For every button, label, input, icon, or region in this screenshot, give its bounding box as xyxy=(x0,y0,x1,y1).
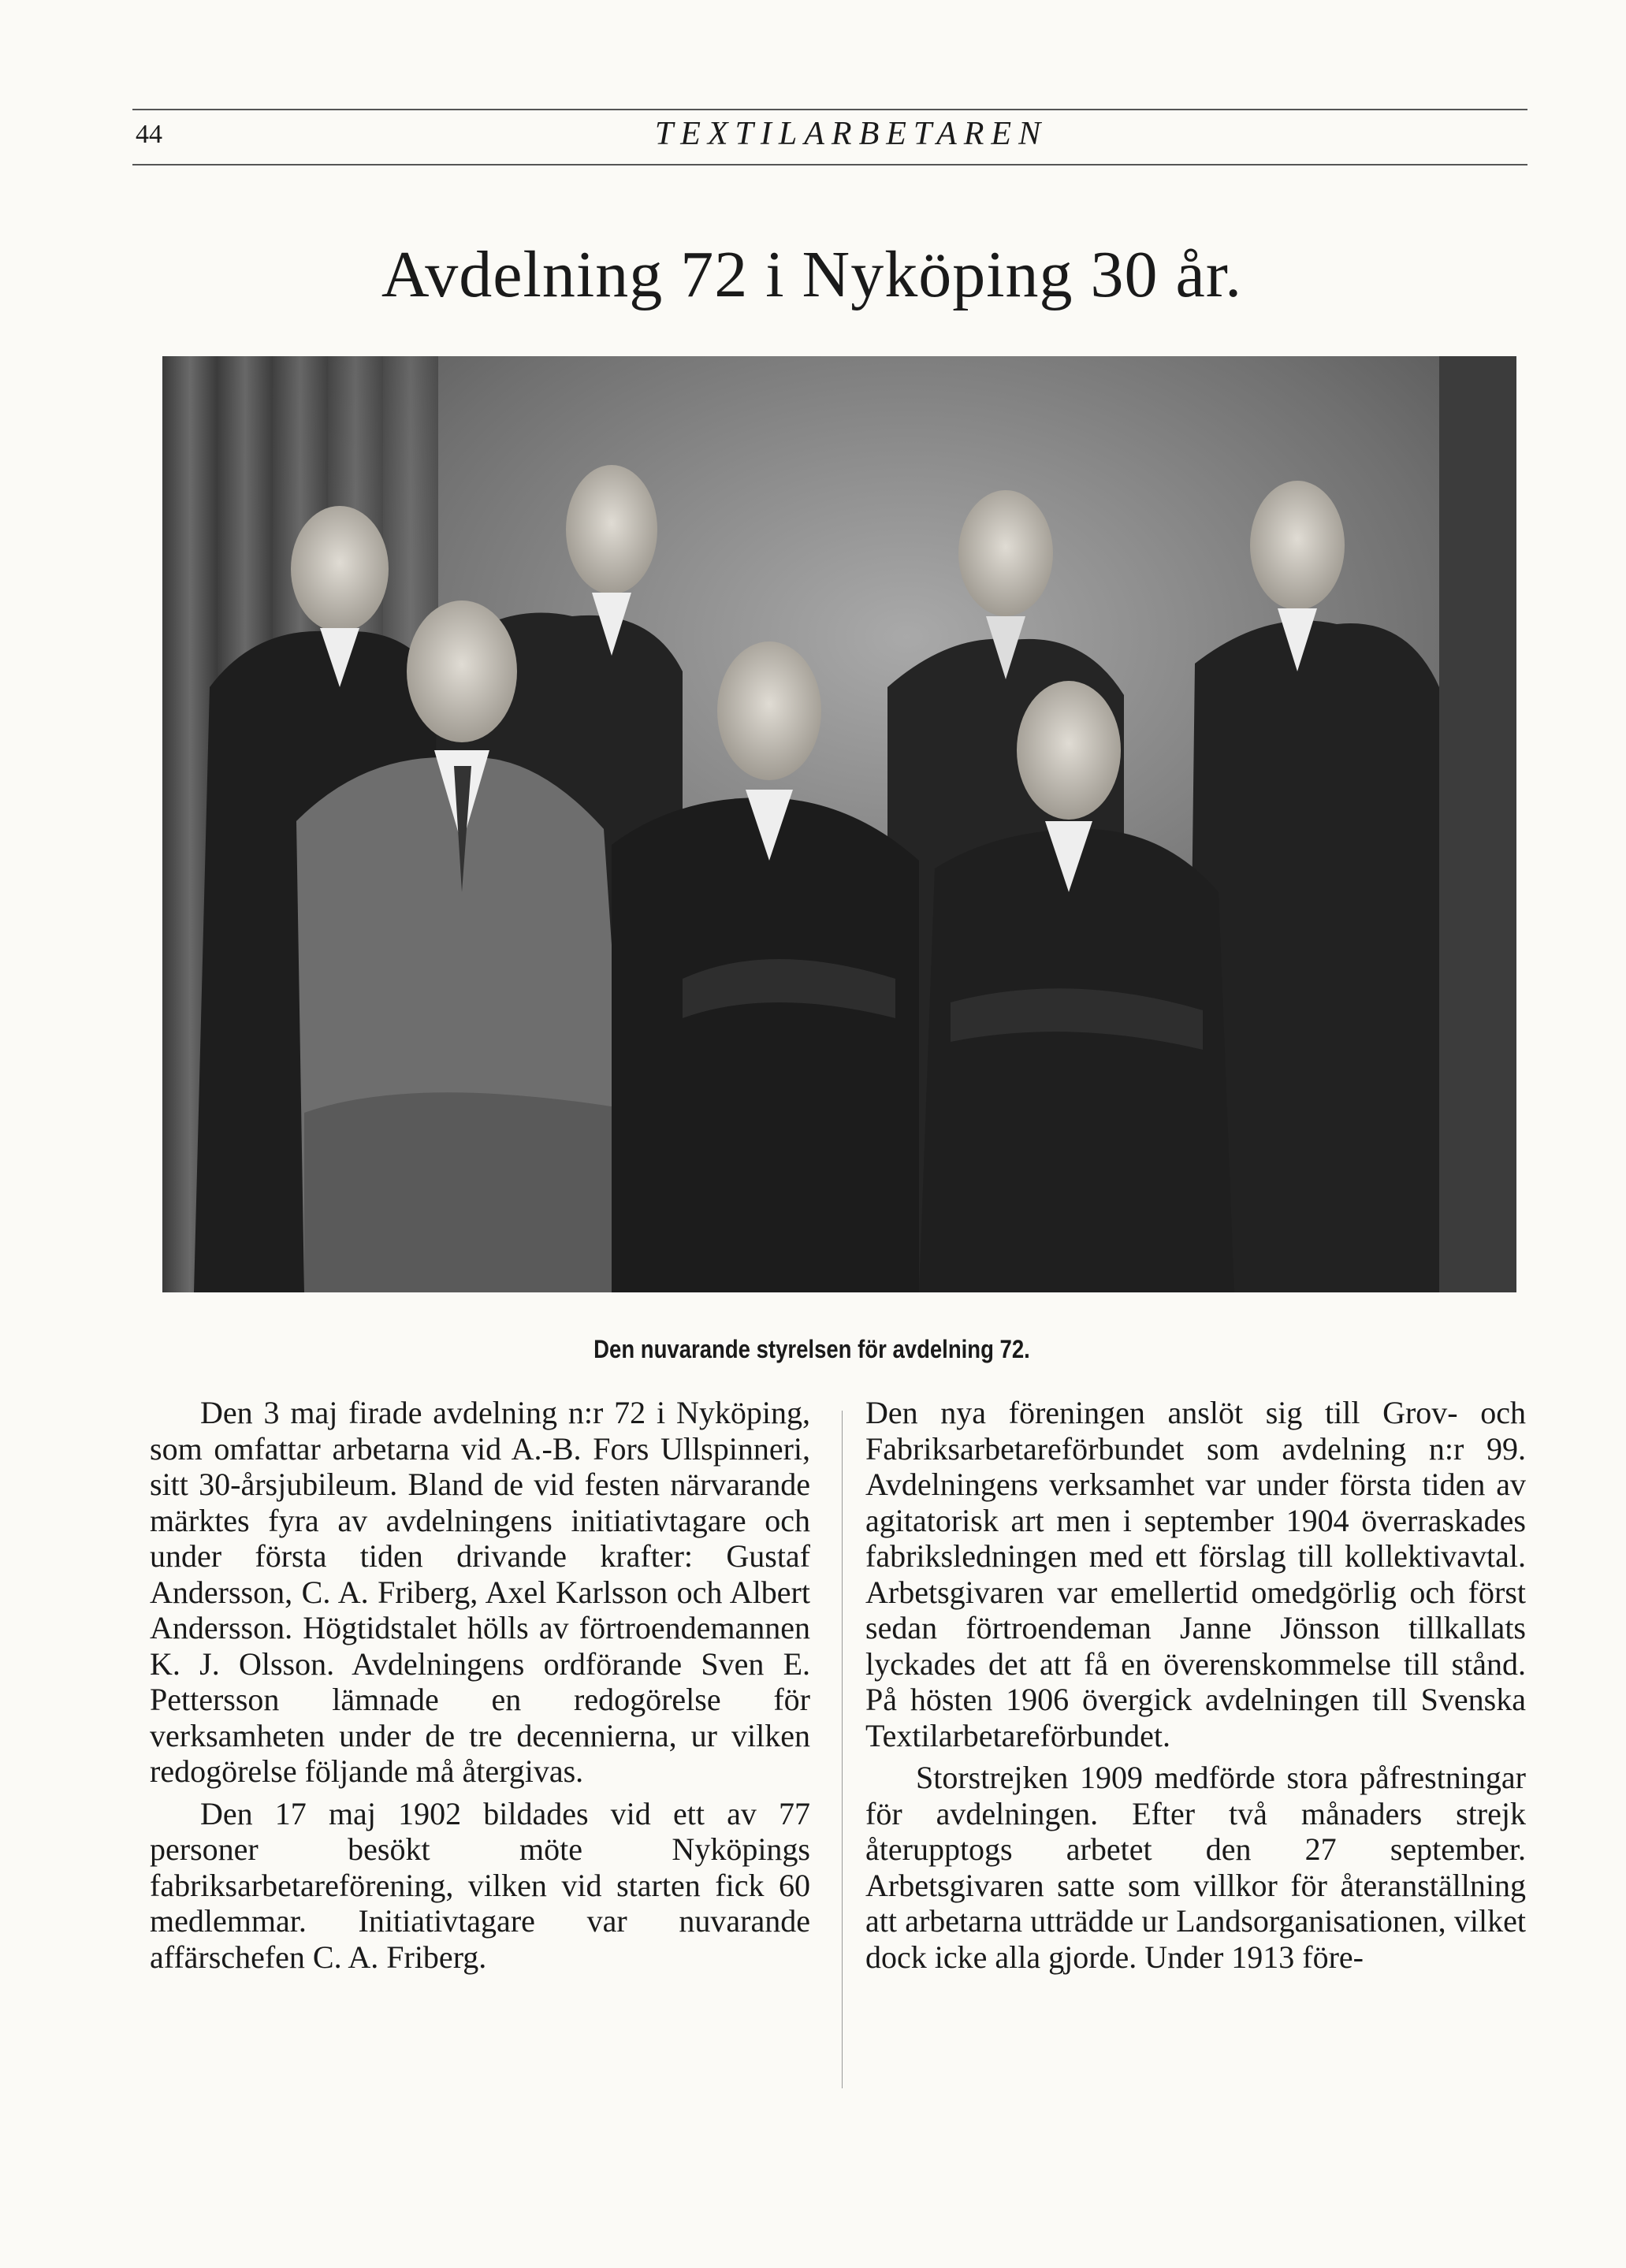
photo-caption: Den nuvarande styrelsen för avdelning 72. xyxy=(593,1335,1030,1363)
paragraph: Storstrejken 1909 medförde stora påfrestningar för avdelningen. Efter två månaders strejk återupptogs arbetet den 27 september. Arbetsgivaren satte som villkor för återanställning att arbetarna utträdde ur Landsorganisationen, vilket dock icke alla gjorde. Under 1913 före- xyxy=(865,1760,1526,1975)
column-divider xyxy=(842,1411,843,2088)
header-rule-bottom xyxy=(132,164,1527,165)
running-title: TEXTILARBETAREN xyxy=(654,116,1048,152)
paragraph: Den 17 maj 1902 bildades vid ett av 77 personer besökt möte Nyköpings fabriksarbetareförening, vilken vid starten fick 60 medlemmar. Initiativtagare var nuvarande affärschefen C. A. Friberg. xyxy=(150,1795,810,1975)
page-number: 44 xyxy=(136,120,162,149)
paragraph: Den nya föreningen anslöt sig till Grov- och Fabriksarbetareförbundet som avdelning n:r 99. Avdelningens verksamhet var under första tiden av agitatorisk art men i september 1904 överraskades fabriksledningen med ett förslag till kollektivavtal. Arbetsgivaren var emellertid omedgörlig och först sedan förtroendeman Janne Jönsson tillkallats lyckades det att få en överenskommelse till stånd. På hösten 1906 övergick avdelningen till Svenska Textilarbetareförbundet. xyxy=(865,1395,1526,1753)
paragraph: Den 3 maj firade avdelning n:r 72 i Nyköping, som omfattar arbetarna vid A.-B. Fors Ullspinneri, sitt 30-årsjubileum. Bland de vid festen närvarande märktes fyra av avdelningens initiativtagare och under första tiden drivande krafter: Gustaf Andersson, C. A. Friberg, Axel Karlsson och Albert Andersson. Högtidstalet hölls av förtroendemannen K. J. Olsson. Avdelningens ordförande Sven E. Pettersson lämnade en redogörelse för verksamheten under de tre decennierna, ur vilken redogörelse följande må återgivas. xyxy=(150,1395,810,1789)
article-title: Avdelning 72 i Nyköping 30 år. xyxy=(381,238,1243,311)
header-rule-top xyxy=(132,109,1527,110)
text-column-right xyxy=(865,1395,1526,1975)
text-column-left xyxy=(150,1395,810,1975)
group-photo xyxy=(162,356,1516,1292)
